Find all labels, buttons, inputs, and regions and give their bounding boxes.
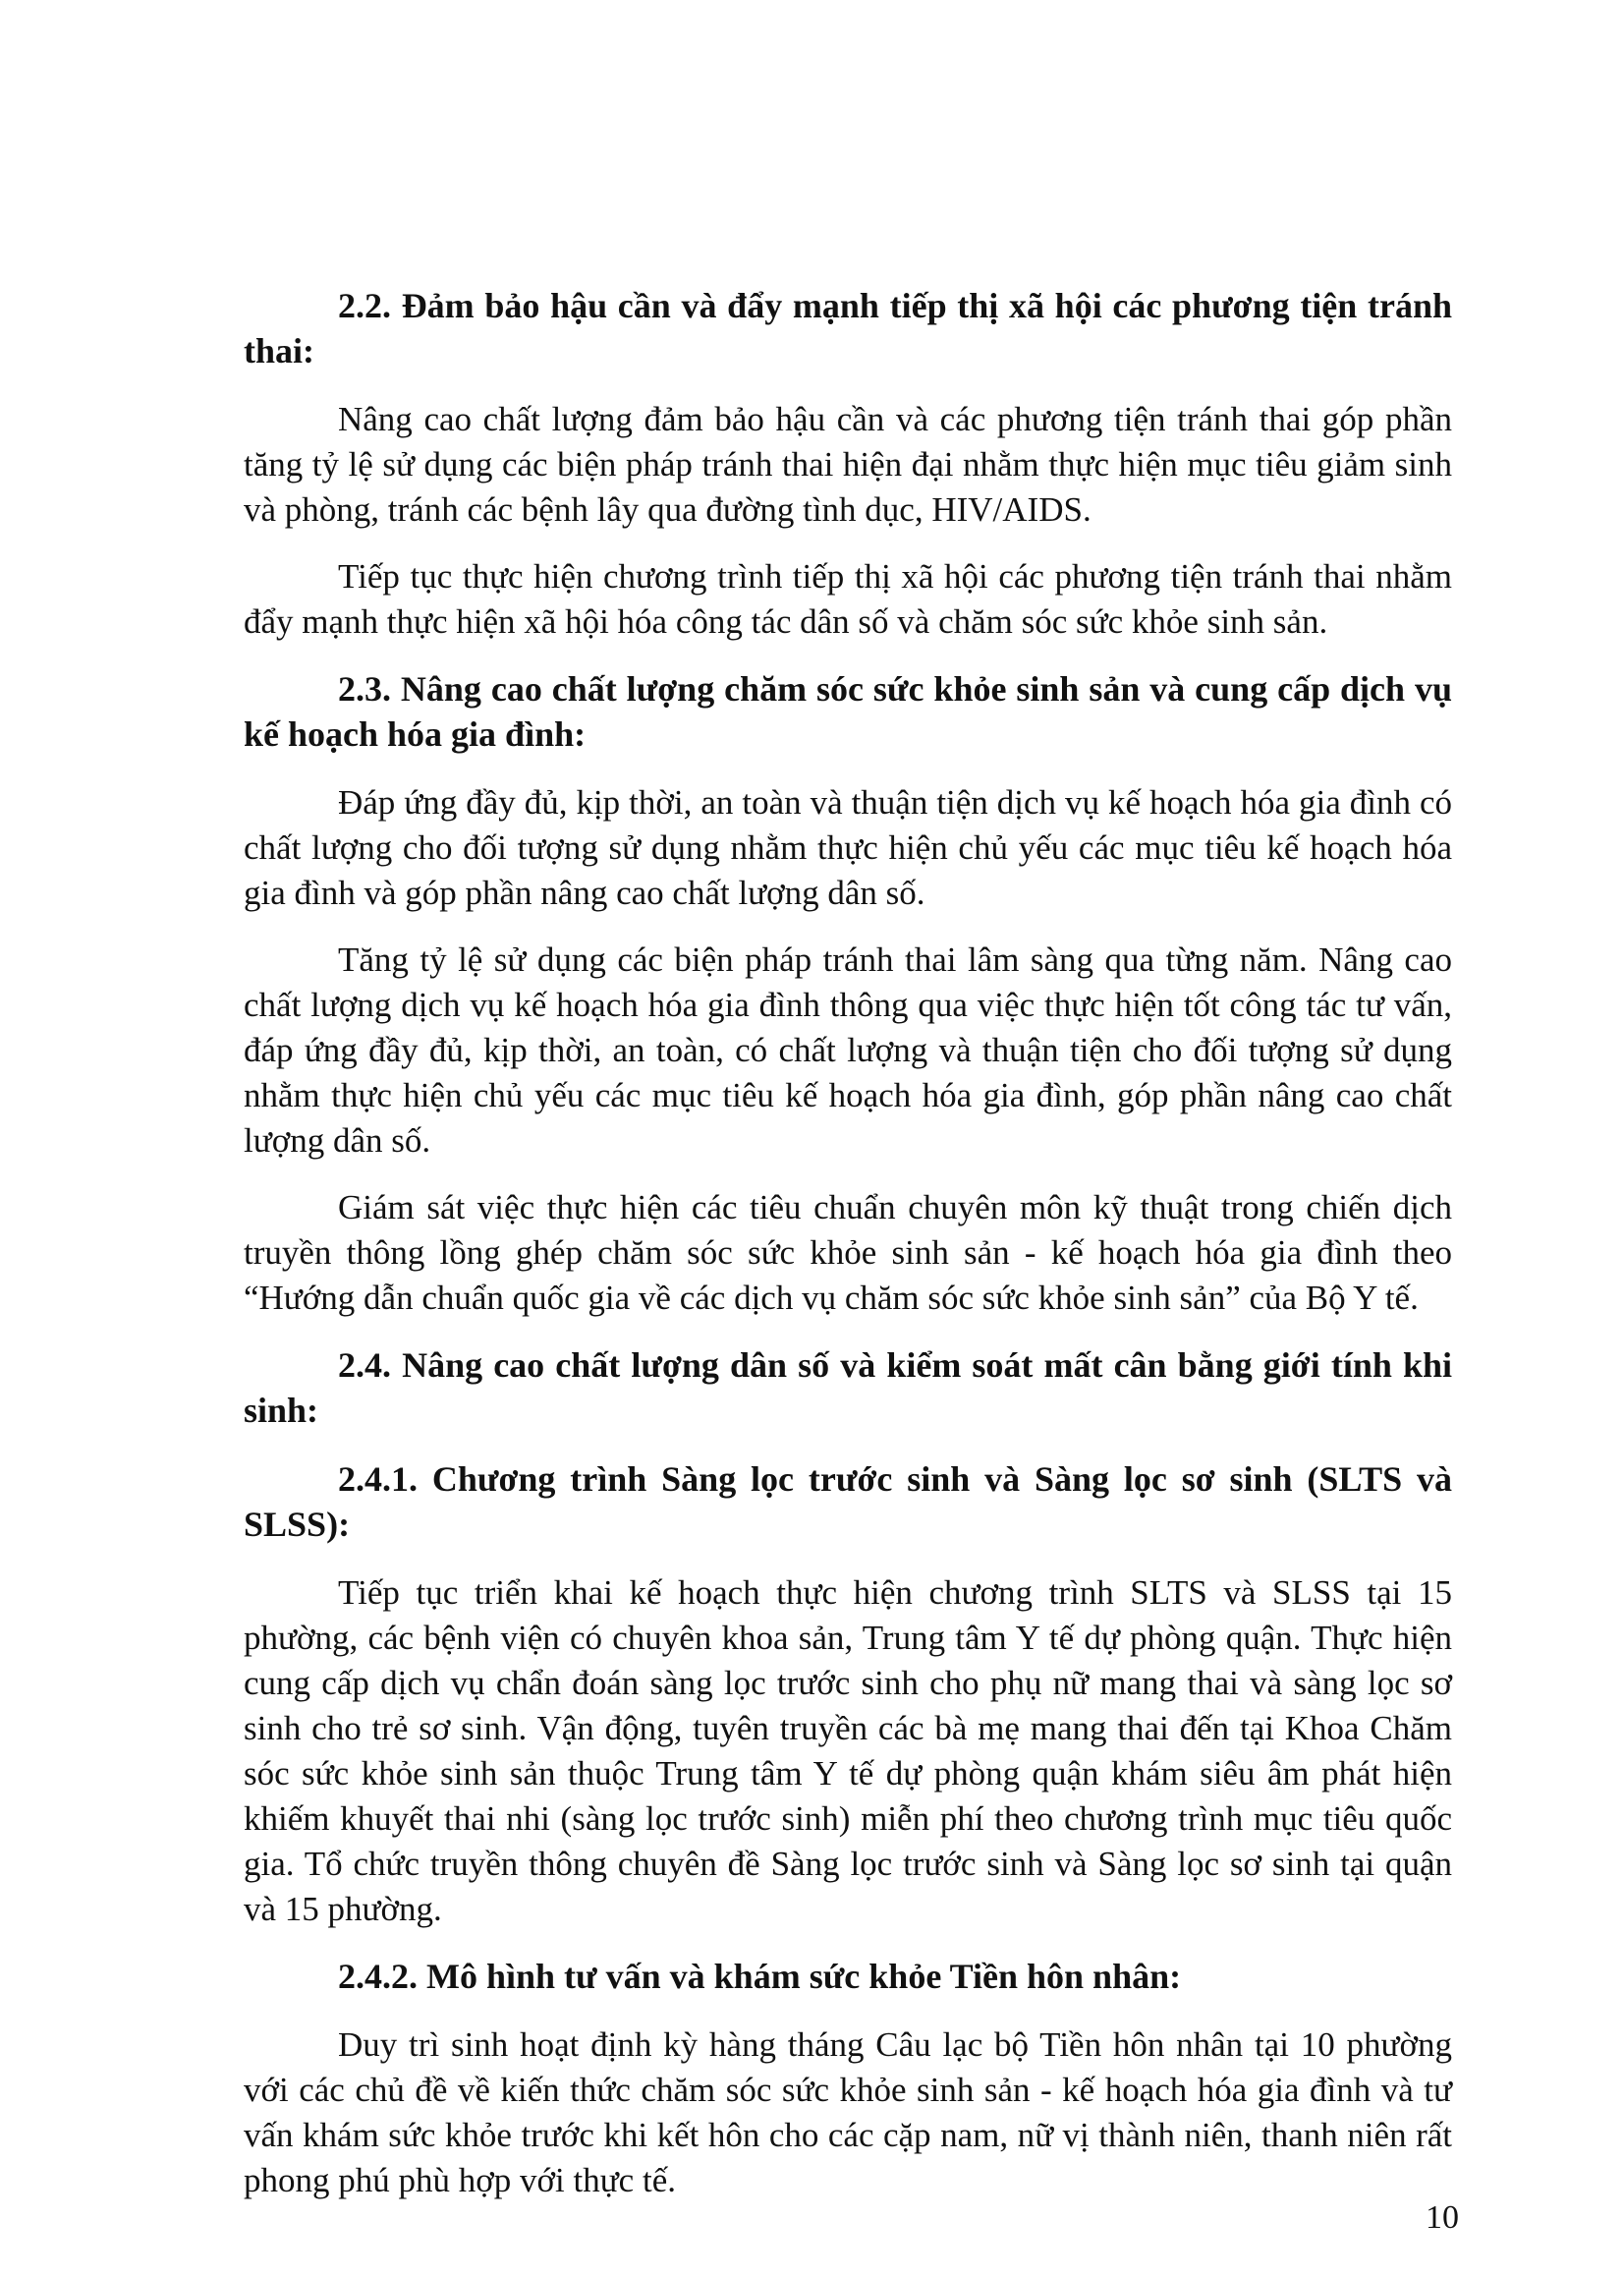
- paragraph: Đáp ứng đầy đủ, kịp thời, an toàn và thuận tiện dịch vụ kế hoạch hóa gia đình có chất lượng cho đối tượng sử dụng nhằm thực hiện chủ yếu các mục tiêu kế hoạch hóa gia đình và góp phần nâng cao chất lượng dân số.: [244, 783, 1452, 912]
- paragraph: Tiếp tục triển khai kế hoạch thực hiện chương trình SLTS và SLSS tại 15 phường, các bệnh viện có chuyên khoa sản, Trung tâm Y tế dự phòng quận. Thực hiện cung cấp dịch vụ chẩn đoán sàng lọc trước sinh cho phụ nữ mang thai và sàng lọc sơ sinh cho trẻ sơ sinh. Vận động, tuyên truyền các bà mẹ mang thai đến tại Khoa Chăm sóc sức khỏe sinh sản thuộc Trung tâm Y tế dự phòng quận khám siêu âm phát hiện khiếm khuyết thai nhi (sàng lọc trước sinh) miễn phí theo chương trình mục tiêu quốc gia. Tổ chức truyền thông chuyên đề Sàng lọc trước sinh và Sàng lọc sơ sinh tại quận và 15 phường.: [244, 1573, 1452, 1928]
- section-heading: 2.2. Đảm bảo hậu cần và đẩy mạnh tiếp thị xã hội các phương tiện tránh thai:: [244, 286, 1452, 370]
- section-heading: 2.4. Nâng cao chất lượng dân số và kiểm soát mất cân bằng giới tính khi sinh:: [244, 1345, 1452, 1430]
- paragraph: Nâng cao chất lượng đảm bảo hậu cần và các phương tiện tránh thai góp phần tăng tỷ lệ sử dụng các biện pháp tránh thai hiện đại nhằm thực hiện mục tiêu giảm sinh và phòng, tránh các bệnh lây qua đường tình dục, HIV/AIDS.: [244, 400, 1452, 529]
- subsection-heading: 2.4.1. Chương trình Sàng lọc trước sinh và Sàng lọc sơ sinh (SLTS và SLSS):: [244, 1459, 1452, 1544]
- page-number: 10: [1426, 2199, 1459, 2236]
- section-heading: 2.3. Nâng cao chất lượng chăm sóc sức khỏe sinh sản và cung cấp dịch vụ kế hoạch hóa gia đình:: [244, 669, 1452, 754]
- subsection-heading: 2.4.2. Mô hình tư vấn và khám sức khỏe Tiền hôn nhân:: [338, 1957, 1182, 1996]
- paragraph: Tiếp tục thực hiện chương trình tiếp thị xã hội các phương tiện tránh thai nhằm đẩy mạnh thực hiện xã hội hóa công tác dân số và chăm sóc sức khỏe sinh sản.: [244, 557, 1452, 641]
- paragraph: Duy trì sinh hoạt định kỳ hàng tháng Câu lạc bộ Tiền hôn nhân tại 10 phường với các chủ đề về kiến thức chăm sóc sức khỏe sinh sản - kế hoạch hóa gia đình và tư vấn khám sức khỏe trước khi kết hôn cho các cặp nam, nữ vị thành niên, thanh niên rất phong phú phù hợp với thực tế.: [244, 2025, 1452, 2199]
- document-body: [244, 283, 1452, 2225]
- paragraph: Tăng tỷ lệ sử dụng các biện pháp tránh thai lâm sàng qua từng năm. Nâng cao chất lượng dịch vụ kế hoạch hóa gia đình thông qua việc thực hiện tốt công tác tư vấn, đáp ứng đầy đủ, kịp thời, an toàn, có chất lượng và thuận tiện cho đối tượng sử dụng nhằm thực hiện chủ yếu các mục tiêu kế hoạch hóa gia đình, góp phần nâng cao chất lượng dân số.: [244, 940, 1452, 1160]
- paragraph: Giám sát việc thực hiện các tiêu chuẩn chuyên môn kỹ thuật trong chiến dịch truyền thông lồng ghép chăm sóc sức khỏe sinh sản - kế hoạch hóa gia đình theo “Hướng dẫn chuẩn quốc gia về các dịch vụ chăm sóc sức khỏe sinh sản” của Bộ Y tế.: [244, 1188, 1452, 1317]
